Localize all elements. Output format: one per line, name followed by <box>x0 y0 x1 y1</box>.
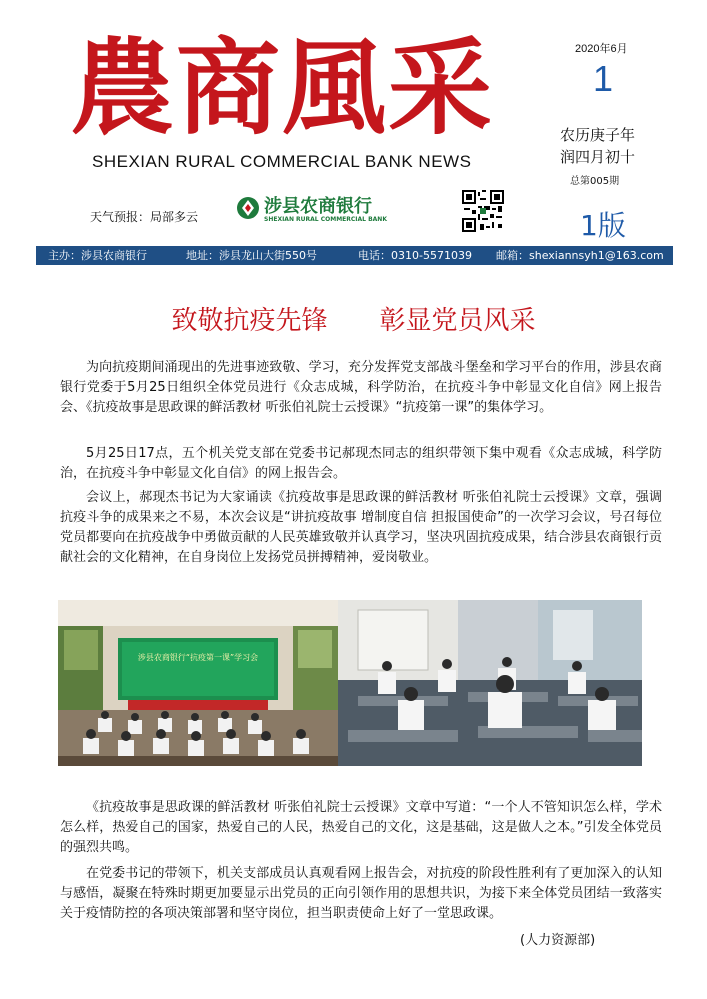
info-host: 主办：涉县农商银行 <box>48 249 147 262</box>
info-phone: 电话：0310-5571039 <box>358 249 472 262</box>
info-address: 地址：涉县龙山大街550号 <box>186 249 317 262</box>
info-email: 邮箱：shexiannsyh1@163.com <box>496 249 664 262</box>
bank-logo-icon <box>236 196 260 220</box>
edition-label: 1版 <box>580 209 626 242</box>
lunar-year: 农历庚子年 <box>560 126 636 144</box>
article-paragraph-4: 《抗疫故事是思政课的鲜活教材 听张伯礼院士云授课》文章中写道：“一个人不管知识怎么样，学术怎么样，热爱自己的国家，热爱自己的人民，热爱自己的文化，这是基础，这是做人之本。”引发全体党员的强烈共鸣。 <box>60 800 662 855</box>
total-issue: 总第005期 <box>570 176 620 187</box>
qr-code-icon <box>462 190 504 232</box>
article-paragraph-2: 5月25日17点，五个机关党支部在党委书记郝现杰同志的组织带领下集中观看《众志成城，科学防治，在抗疫斗争中彰显文化自信》的网上报告会。 <box>60 446 662 481</box>
issue-number: 1 <box>593 58 614 99</box>
masthead-english-title: SHEXIAN RURAL COMMERCIAL BANK NEWS <box>92 152 472 171</box>
article-headline: 致敬抗疫先锋 彰显党员风采 <box>171 306 536 336</box>
meeting-room-photo <box>338 600 642 766</box>
article-paragraph-1: 为向抗疫期间涌现出的先进事迹致敬、学习，充分发挥党支部战斗堡垒和学习平台的作用，涉县农商银行党委于5月25日组织全体党员进行《众志成城，科学防治，在抗疫斗争中彰显文化自信》网上报告会、《抗疫故事是思政课的鲜活教材 听张伯礼院士云授课》“抗疫第一课”的集体学习。 <box>60 360 662 415</box>
meeting-hall-photo <box>58 600 338 766</box>
issue-date: 2020年6月 <box>575 43 628 55</box>
weather-forecast: 天气预报：局部多云 <box>90 210 199 224</box>
info-bar <box>36 246 673 265</box>
bank-logo <box>236 192 406 232</box>
masthead-title: 農商風采 <box>70 26 495 149</box>
lunar-day: 润四月初十 <box>560 148 636 166</box>
banner-text: 涉县农商银行“抗疫第一课”学习会 <box>137 653 259 662</box>
article-paragraph-5: 在党委书记的带领下，机关支部成员认真观看网上报告会，对抗疫的阶段性胜利有了更加深入的认知与感悟，凝聚在特殊时期更加要显示出党员的正向引领作用的思想共识，为接下来全体党员团结一致落实关于疫情防控的各项决策部署和坚守岗位，担当职责使命上好了一堂思政课。 <box>60 866 662 921</box>
bank-logo-name: 涉县农商银行 <box>264 196 372 217</box>
article-paragraph-3: 会议上，郝现杰书记为大家诵读《抗疫故事是思政课的鲜活教材 听张伯礼院士云授课》文章，强调抗疫斗争的成果来之不易，本次会议是“讲抗疫故事 增制度自信 担报国使命”的一次学习会议，号召每位党员都要向在抗疫战争中勇做贡献的人民英雄致敬并认真学习，坚决巩固抗疫成果，结合涉县农商银行贡献社会的文化精神，在自身岗位上发扬党员拼搏精神，爱岗敬业。 <box>60 490 662 565</box>
article-credit: (人力资源部) <box>520 933 596 948</box>
bank-logo-english: SHEXIAN RURAL COMMERCIAL BANK <box>264 216 387 223</box>
